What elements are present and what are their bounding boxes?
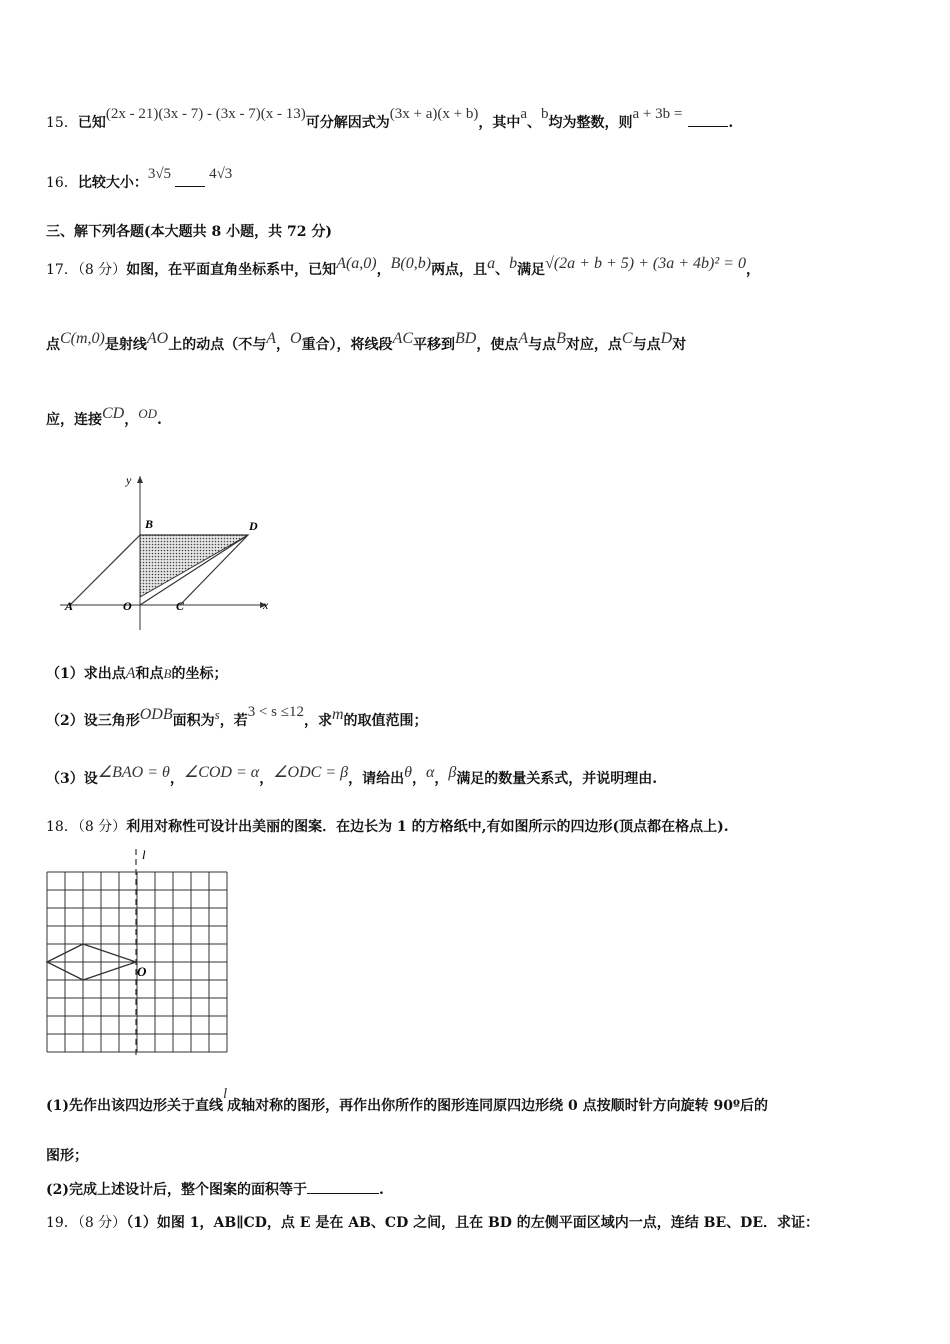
section-title: 三、解下列各题(本大题共 8 小题，共 72 分) — [46, 224, 332, 240]
q17-part-2: （2）设三角形ODB面积为s，若3 < s ≤12，求m的取值范围； — [46, 704, 428, 729]
label-l: l — [142, 847, 146, 862]
q17-coordinate-figure — [55, 468, 285, 638]
q15-expression: (2x - 21)(3x - 7) - (3x - 7)(x - 13) — [105, 106, 306, 122]
q17-score: （8 分） — [77, 262, 127, 278]
label-x: x — [263, 598, 269, 612]
label-y: y — [126, 473, 132, 487]
q17-condition: √(2a + b + 5) + (3a + 4b)² = 0 — [545, 255, 746, 272]
q18-part-1: (1)先作出该四边形关于直线l成轴对称的图形，再作出你所作的图形连同原四边形绕 0 点按顺时针方向旋转 90º后的 — [46, 1086, 769, 1114]
question-19: 19．（8 分）（1）如图 1，AB∥CD，点 E 是在 AB、CD 之间，且在 BD 的左侧平面区域内一点，连结 BE、DE．求证： — [46, 1215, 819, 1231]
segment-ab — [70, 535, 140, 605]
y-axis-arrow — [137, 476, 143, 483]
question-15: 15．已知(2x - 21)(3x - 7) - (3x - 7)(x - 13)可分解因式为(3x + a)(x + b)，其中a、b均为整数，则a + 3b =. — [46, 106, 734, 131]
q18-grid-figure — [40, 845, 240, 1060]
label-o: O — [137, 964, 147, 979]
q17-part-3: （3）设∠BAO = θ，∠COD = α，∠ODC = β，请给出θ，α，β满足的数量关系式，并说明理由. — [46, 764, 658, 787]
q19-number: 19． — [46, 1215, 78, 1231]
label-c: C — [176, 599, 185, 613]
answer-blank — [307, 1193, 379, 1194]
q15-number: 15． — [46, 115, 78, 131]
q16-left-value: 3√5 — [147, 166, 172, 182]
label-o: O — [123, 599, 132, 613]
answer-blank — [688, 126, 728, 127]
answer-blank — [175, 186, 205, 187]
question-18: 18．（8 分）利用对称性可设计出美丽的图案．在边长为 1 的方格纸中,有如图所示的四边形(顶点都在格点上). — [46, 819, 729, 835]
q18-part-1-continued: 图形； — [46, 1148, 88, 1164]
q15-factored-form: (3x + a)(x + b) — [389, 106, 479, 122]
q18-part-2: (2)完成上述设计后，整个图案的面积等于 . — [46, 1182, 384, 1198]
q17-number: 17． — [46, 262, 78, 278]
question-17-line-3: 应，连接CD，OD. — [46, 405, 162, 428]
question-17-line-1: 17．（8 分）如图，在平面直角坐标系中，已知A(a,0)，B(0,b)两点，且a、b满足√(2a + b + 5) + (3a + 4b)² = 0， — [46, 255, 760, 278]
question-17-line-2: 点C(m,0)是射线AO上的动点（不与A，O重合），将线段AC平移到BD，使点A与点B对应，点C与点D对 — [46, 330, 687, 353]
q16-number: 16． — [46, 175, 78, 191]
q19-score: （8 分） — [77, 1215, 127, 1231]
label-b: B — [145, 517, 154, 531]
shaded-triangle-odb — [140, 535, 248, 597]
label-a: A — [65, 599, 74, 613]
q16-right-value: 4√3 — [209, 166, 233, 182]
q17-part-1: （1）求出点A和点B的坐标； — [46, 665, 228, 682]
q15-target-expression: a + 3b = — [632, 106, 683, 122]
label-d: D — [249, 519, 258, 533]
q18-score: （8 分） — [77, 819, 127, 835]
question-16: 16．比较大小：3√5 4√3 — [46, 166, 233, 191]
q18-number: 18． — [46, 819, 78, 835]
